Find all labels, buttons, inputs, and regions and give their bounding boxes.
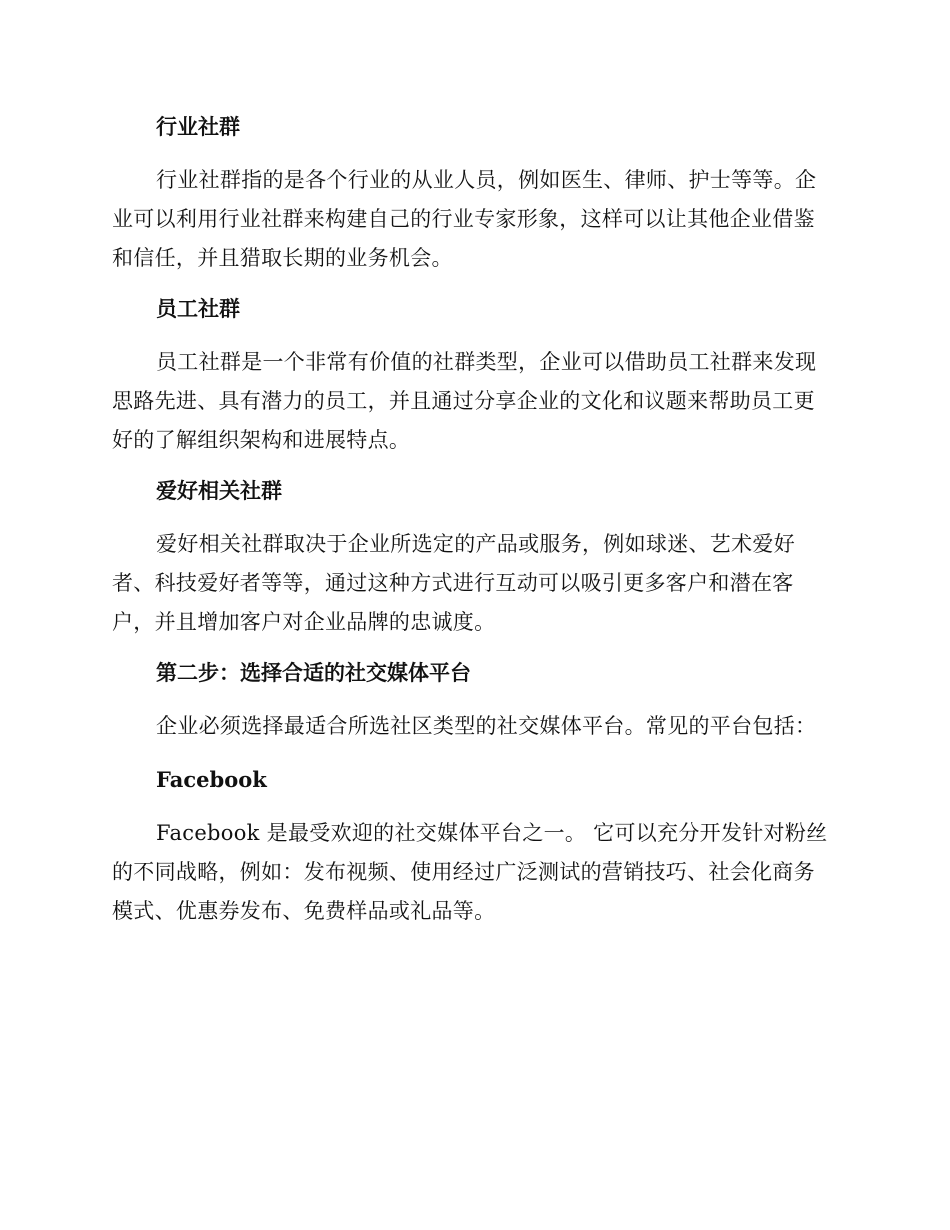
section-body-employee-community: 员工社群是一个非常有价值的社群类型，企业可以借助员工社群来发现思路先进、具有潜力的员工，并且通过分享企业的文化和议题来帮助员工更好的了解组织架构和进展特点。 (112, 350, 817, 452)
section-heading-employee-community: 员工社群 (156, 296, 240, 321)
document-page (112, 108, 834, 943)
section-heading-facebook: Facebook (156, 767, 267, 792)
section-body-hobby-community: 爱好相关社群取决于企业所选定的产品或服务，例如球迷、艺术爱好者、科技爱好者等等，通过这种方式进行互动可以吸引更多客户和潜在客户，并且增加客户对企业品牌的忠诚度。 (112, 532, 795, 634)
section-body-industry-community: 行业社群指的是各个行业的从业人员，例如医生、律师、护士等等。企业可以利用行业社群来构建自己的行业专家形象，这样可以让其他企业借鉴和信任，并且猎取长期的业务机会。 (112, 168, 817, 270)
section-body-facebook: Facebook 是最受欢迎的社交媒体平台之一。 它可以充分开发针对粉丝的不同战略，例如：发布视频、使用经过广泛测试的营销技巧、社会化商务模式、优惠券发布、免费样品或礼品等。 (112, 821, 828, 923)
section-body-step-two: 企业必须选择最适合所选社区类型的社交媒体平台。常见的平台包括： (156, 714, 817, 738)
section-heading-industry-community: 行业社群 (156, 114, 240, 139)
section-heading-hobby-community: 爱好相关社群 (156, 478, 282, 503)
section-heading-step-two: 第二步：选择合适的社交媒体平台 (156, 660, 471, 685)
